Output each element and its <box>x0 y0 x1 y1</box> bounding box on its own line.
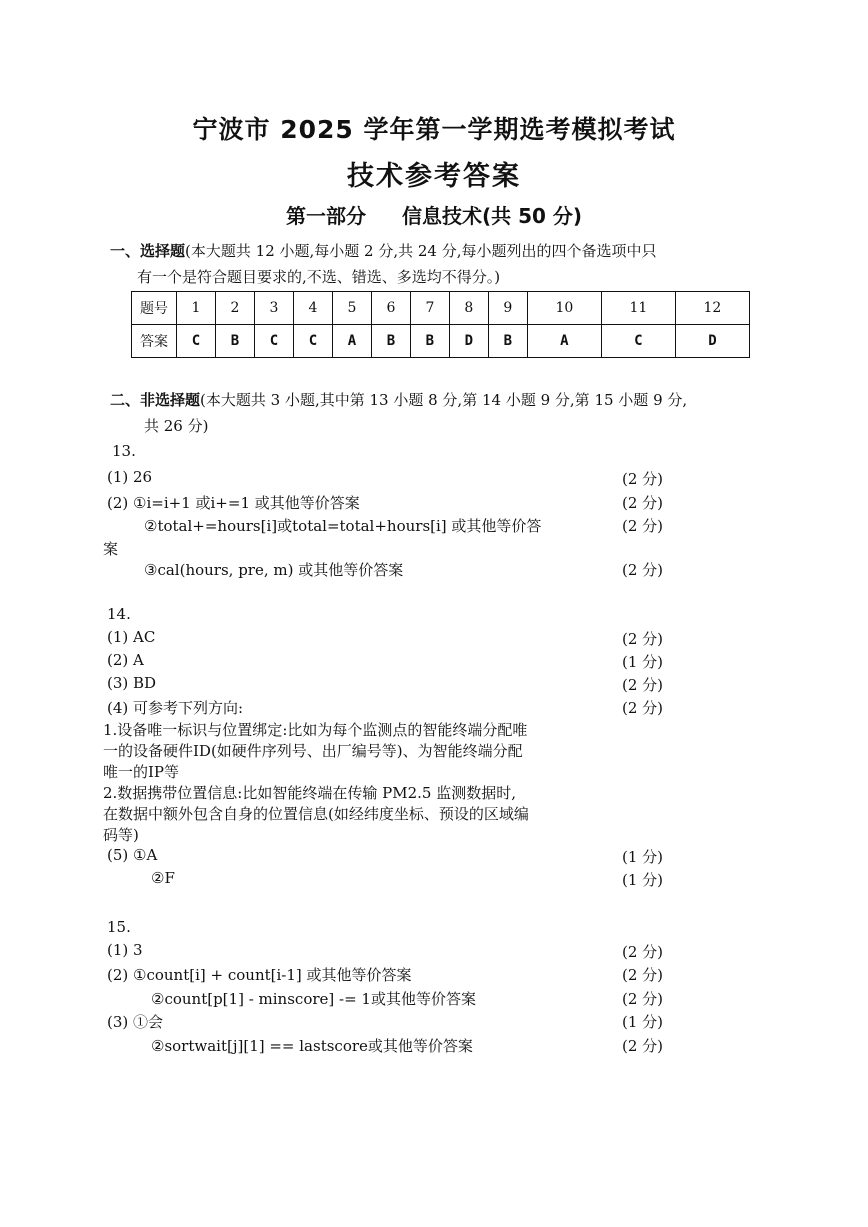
q14-point1-line: 1.设备唯一标识与位置绑定:比如为每个监测点的智能终端分配唯 <box>103 721 528 739</box>
answer-cell: B <box>410 325 449 358</box>
answer-table <box>131 291 750 358</box>
answer-row <box>132 325 750 358</box>
section1-desc: (本大题共 12 小题,每小题 2 分,共 24 分,每小题列出的四个备选项中只 <box>185 242 657 260</box>
answer-cell: B <box>215 325 254 358</box>
section2-desc-cont: 共 26 分) <box>144 417 209 435</box>
q13-answer-line: ②total+=hours[i]或total=total+hours[i] 或其他等价答 <box>144 517 542 535</box>
q14-point1-line: 一的设备硬件ID(如硬件序列号、出厂编号等)、为智能终端分配 <box>103 742 523 760</box>
q15-answer-line: (2) ①count[i] + count[i-1] 或其他等价答案 <box>107 966 412 984</box>
q15-score: (2 分) <box>622 966 664 984</box>
question-label-cell: 题号 <box>132 292 177 325</box>
answer-cell: C <box>601 325 675 358</box>
question-number-cell: 10 <box>527 292 601 325</box>
question-number-cell: 9 <box>488 292 527 325</box>
section2-heading <box>110 389 687 410</box>
q15-answer-line: ②count[p[1] - minscore] -= 1或其他等价答案 <box>151 990 476 1008</box>
q14-score: (2 分) <box>622 630 664 648</box>
part-label: 第一部分 <box>285 204 366 228</box>
q15-answer-line: ②sortwait[j][1] == lastscore或其他等价答案 <box>151 1037 473 1055</box>
question-number-cell: 6 <box>371 292 410 325</box>
q14-score: (1 分) <box>622 871 664 889</box>
section2-desc: (本大题共 3 小题,其中第 13 小题 8 分,第 14 小题 9 分,第 15 小题 9 分, <box>200 391 688 409</box>
q14-point1-line: 唯一的IP等 <box>103 763 180 781</box>
answer-cell: B <box>488 325 527 358</box>
q15-score: (2 分) <box>622 1037 664 1055</box>
section1-heading <box>110 240 657 261</box>
question-number-cell: 8 <box>449 292 488 325</box>
q14-answer-line: (1) AC <box>107 628 156 646</box>
answer-label-cell: 答案 <box>132 325 177 358</box>
section2-num: 二、 <box>110 391 141 409</box>
question-number-cell: 11 <box>601 292 675 325</box>
section1-num: 一、 <box>110 242 141 260</box>
answer-cell: D <box>675 325 749 358</box>
question-number-cell: 4 <box>293 292 332 325</box>
answer-cell: C <box>177 325 216 358</box>
q14-score: (1 分) <box>622 653 664 671</box>
question-number-cell: 7 <box>410 292 449 325</box>
q14-answer-line: (5) ①A <box>107 846 158 864</box>
q15-score: (2 分) <box>622 990 664 1008</box>
section1-name: 选择题 <box>140 242 186 260</box>
q13-answer-line: (2) ①i=i+1 或i+=1 或其他等价答案 <box>107 494 360 512</box>
question-number-cell: 5 <box>332 292 371 325</box>
q14-point2-line: 在数据中额外包含自身的位置信息(如经纬度坐标、预设的区域编 <box>103 805 529 823</box>
q15-answer-line: (3) ①会 <box>107 1013 164 1031</box>
q13-score: (2 分) <box>622 470 664 488</box>
q14-answer-line: (4) 可参考下列方向: <box>107 699 244 717</box>
q15-score: (2 分) <box>622 943 664 961</box>
q14-answer-line: ②F <box>151 869 175 887</box>
q15-answer-line: (1) 3 <box>107 941 143 959</box>
q15-number: 15. <box>107 918 131 936</box>
exam-title: 宁波市 2025 学年第一学期选考模拟考试 <box>192 115 676 144</box>
part-heading <box>0 200 868 229</box>
question-number-cell: 3 <box>254 292 293 325</box>
part-name: 信息技术(共 50 分) <box>401 204 583 228</box>
answer-cell: D <box>449 325 488 358</box>
q13-score: (2 分) <box>622 561 664 579</box>
q14-answer-line: (2) A <box>107 651 144 669</box>
q14-answer-line: (3) BD <box>107 674 157 692</box>
q13-answer-line-cont: 案 <box>103 540 119 558</box>
q13-answer-line: (1) 26 <box>107 468 153 486</box>
q13-number: 13. <box>112 442 136 460</box>
q14-point2-line: 码等) <box>103 826 139 844</box>
answer-cell: A <box>527 325 601 358</box>
answer-cell: C <box>254 325 293 358</box>
question-number-cell: 2 <box>215 292 254 325</box>
answer-cell: B <box>371 325 410 358</box>
q15-score: (1 分) <box>622 1013 664 1031</box>
question-number-cell: 1 <box>177 292 216 325</box>
q13-score: (2 分) <box>622 517 664 535</box>
section2-name: 非选择题 <box>140 391 201 409</box>
answer-key-title: 技术参考答案 <box>347 161 521 192</box>
question-number-row <box>132 292 750 325</box>
q14-score: (1 分) <box>622 848 664 866</box>
q14-point2-line: 2.数据携带位置信息:比如智能终端在传输 PM2.5 监测数据时, <box>103 784 516 802</box>
q13-answer-line: ③cal(hours, pre, m) 或其他等价答案 <box>144 561 404 579</box>
q13-score: (2 分) <box>622 494 664 512</box>
section1-desc-cont: 有一个是符合题目要求的,不选、错选、多选均不得分。) <box>137 268 501 286</box>
answer-cell: C <box>293 325 332 358</box>
q14-number: 14. <box>107 605 131 623</box>
question-number-cell: 12 <box>675 292 749 325</box>
q14-score: (2 分) <box>622 676 664 694</box>
answer-cell: A <box>332 325 371 358</box>
q14-score: (2 分) <box>622 699 664 717</box>
